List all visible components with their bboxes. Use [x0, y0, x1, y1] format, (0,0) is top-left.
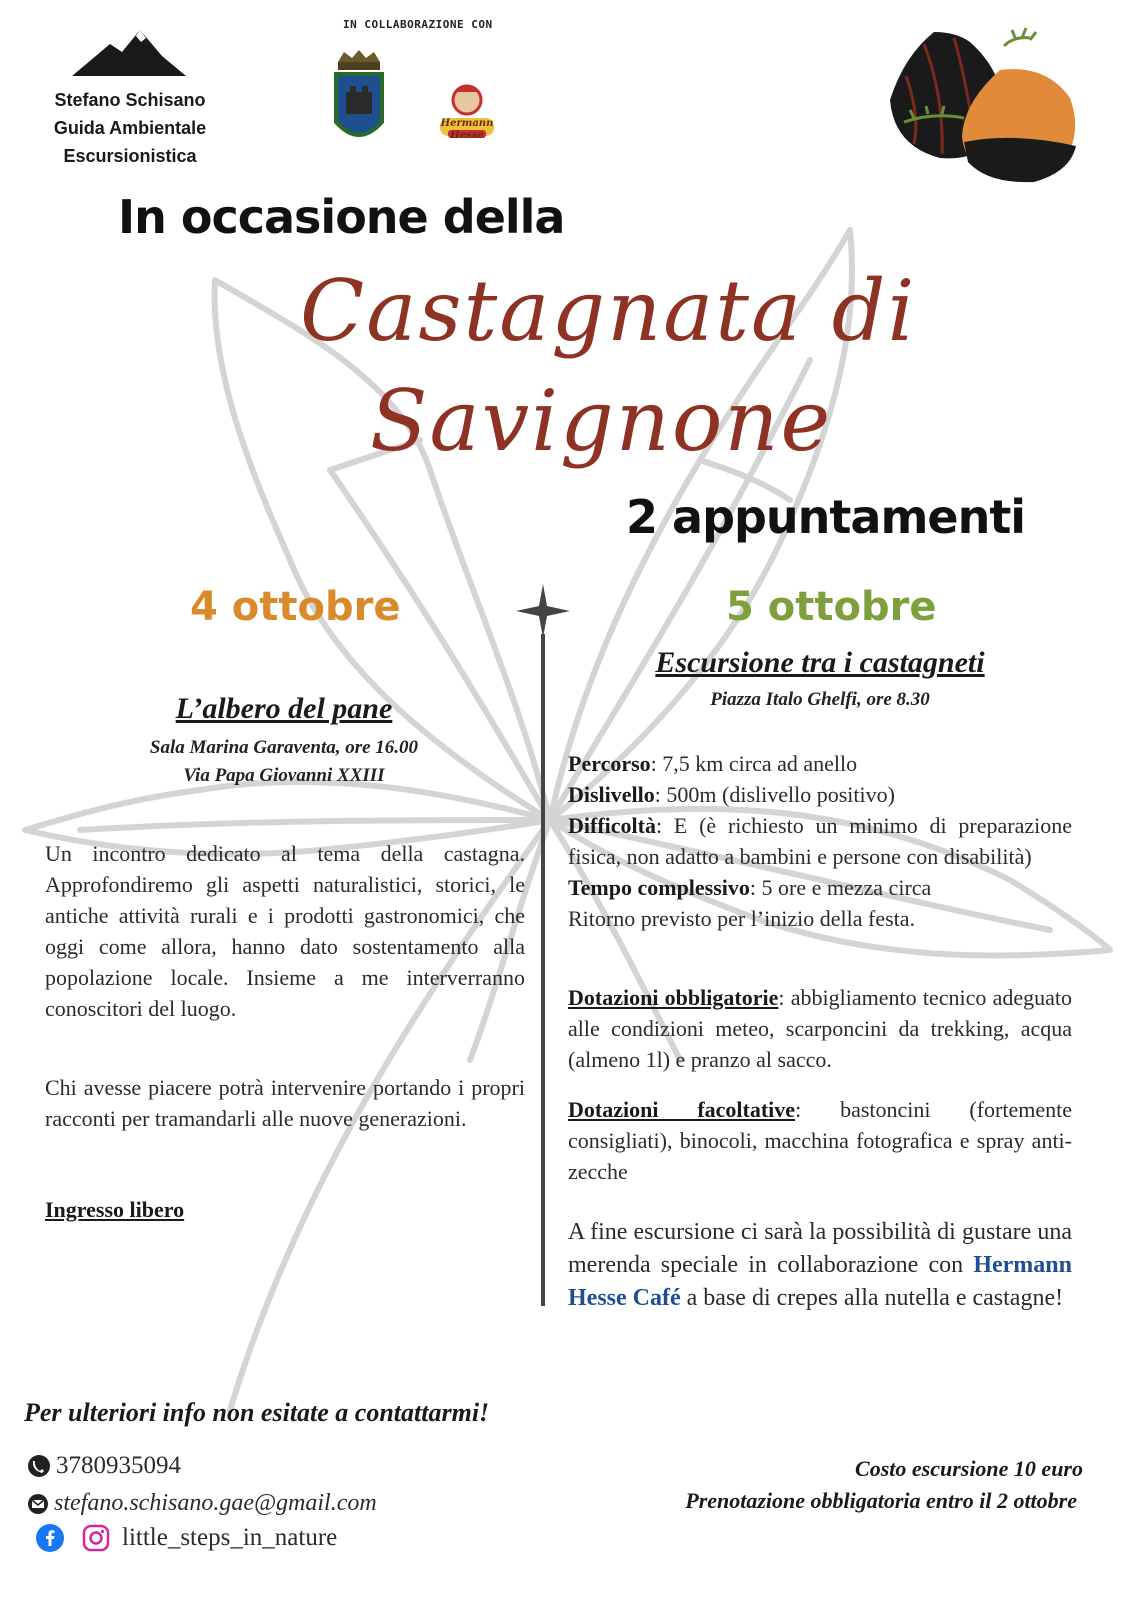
right-event-place: Piazza Italo Ghelfi, ore 8.30	[710, 689, 930, 710]
optional-gear-value: : bastoncini (fortemente consigliati), binocoli, macchina fotografica e spray anti-zecche	[568, 1097, 1072, 1184]
mountain-logo-icon	[70, 26, 188, 78]
appointments-heading: 2 appuntamenti	[626, 490, 1026, 544]
elevation-label: Dislivello	[568, 782, 655, 807]
phone-contact[interactable]	[28, 1452, 181, 1480]
left-description: Un incontro dedicato al tema della castagna. Approfondiremo gli aspetti naturalistici, storici, le antiche attività rurali e i prodotti gastronomici, che oggi come allora, hanno dato sostentamento alla popolazione locale. Insieme a me interverranno conoscitori del luogo.	[45, 841, 525, 1021]
municipality-crest-icon	[330, 48, 388, 154]
duration-line	[568, 872, 1072, 903]
intro-heading: In occasione della	[118, 190, 565, 244]
difficulty-line	[568, 810, 1072, 872]
optional-gear	[568, 1094, 1072, 1187]
free-entry-text: Ingresso libero	[45, 1197, 185, 1222]
guide-name-block	[30, 86, 230, 170]
hermann-hesse-cafe-logo	[436, 78, 498, 144]
contact-cta: Per ulteriori info non esitate a contattarmi!	[24, 1398, 490, 1427]
guide-name: Stefano Schisano	[54, 90, 206, 110]
mandatory-gear-label: Dotazioni obbligatorie	[568, 985, 779, 1010]
email-icon	[28, 1494, 48, 1514]
guide-role-line2: Escursionistica	[63, 146, 197, 166]
elevation-value: : 500m (dislivello positivo)	[654, 782, 895, 807]
event-title-line1: Castagnata di	[300, 262, 917, 360]
mandatory-gear	[568, 982, 1072, 1075]
route-label: Percorso	[568, 751, 651, 776]
booking-deadline: Prenotazione obbligatoria entro il 2 ottobre	[685, 1488, 1077, 1513]
left-event-location	[84, 734, 484, 790]
left-event-date: 4 ottobre	[190, 584, 401, 630]
after-hike-text-b: a base di crepes alla nutella e castagne!	[680, 1285, 1064, 1311]
social-contact[interactable]	[36, 1524, 337, 1552]
route-line	[568, 748, 1072, 779]
left-event-address: Via Papa Giovanni XXIII	[183, 765, 385, 786]
duration-value: : 5 ore e mezza circa	[749, 875, 932, 900]
left-event-place: Sala Marina Garaventa, ore 16.00	[149, 737, 419, 758]
return-line: Ritorno previsto per l’inizio della festa.	[568, 906, 916, 931]
event-title-line2: Savignone	[370, 372, 833, 470]
duration-label: Tempo complessivo	[568, 875, 750, 900]
guide-role-line1: Guida Ambientale	[53, 118, 207, 138]
cafe-logo-text: Hermann Hesse	[440, 118, 494, 141]
email-contact[interactable]	[28, 1490, 377, 1517]
right-event-date: 5 ottobre	[726, 584, 937, 630]
social-handle: little_steps_in_nature	[122, 1524, 338, 1551]
email-address: stefano.schisano.gae@gmail.com	[54, 1490, 377, 1516]
facebook-icon[interactable]	[36, 1524, 64, 1552]
right-event-title: Escursione tra i castagneti	[655, 646, 985, 679]
collaboration-label: IN COLLABORAZIONE CON	[343, 18, 493, 31]
difficulty-label: Difficoltà	[568, 813, 656, 838]
left-event-title: L’albero del pane	[175, 692, 393, 725]
instagram-icon[interactable]	[82, 1524, 110, 1552]
optional-gear-label: Dotazioni facoltative	[568, 1097, 796, 1122]
chestnut-illustration-icon	[884, 26, 1092, 186]
phone-number: 3780935094	[56, 1452, 181, 1479]
difficulty-value: : E (è richiesto un minimo di preparazione fisica, non adatto a bambini e persone con disabilità)	[568, 813, 1072, 869]
phone-icon	[28, 1455, 50, 1477]
after-hike-text-a: A fine escursione ci sarà la possibilità di gustare una merenda speciale in collaborazione con	[568, 1219, 1072, 1278]
free-entry-label	[45, 1194, 184, 1225]
hike-details	[568, 748, 1072, 934]
after-hike-note	[568, 1216, 1072, 1315]
cafe-link[interactable]: Hermann Hesse Café	[568, 1252, 1072, 1311]
route-value: : 7,5 km circa ad anello	[650, 751, 858, 776]
left-invitation: Chi avesse piacere potrà intervenire portando i propri racconti per tramandarli alle nuove generazioni.	[45, 1075, 525, 1131]
elevation-line	[568, 779, 1072, 810]
hike-cost: Costo escursione 10 euro	[855, 1456, 1083, 1481]
mandatory-gear-value: : abbigliamento tecnico adeguato alle condizioni meteo, scarponcini da trekking, acqua (almeno 1l) e pranzo al sacco.	[568, 985, 1072, 1072]
